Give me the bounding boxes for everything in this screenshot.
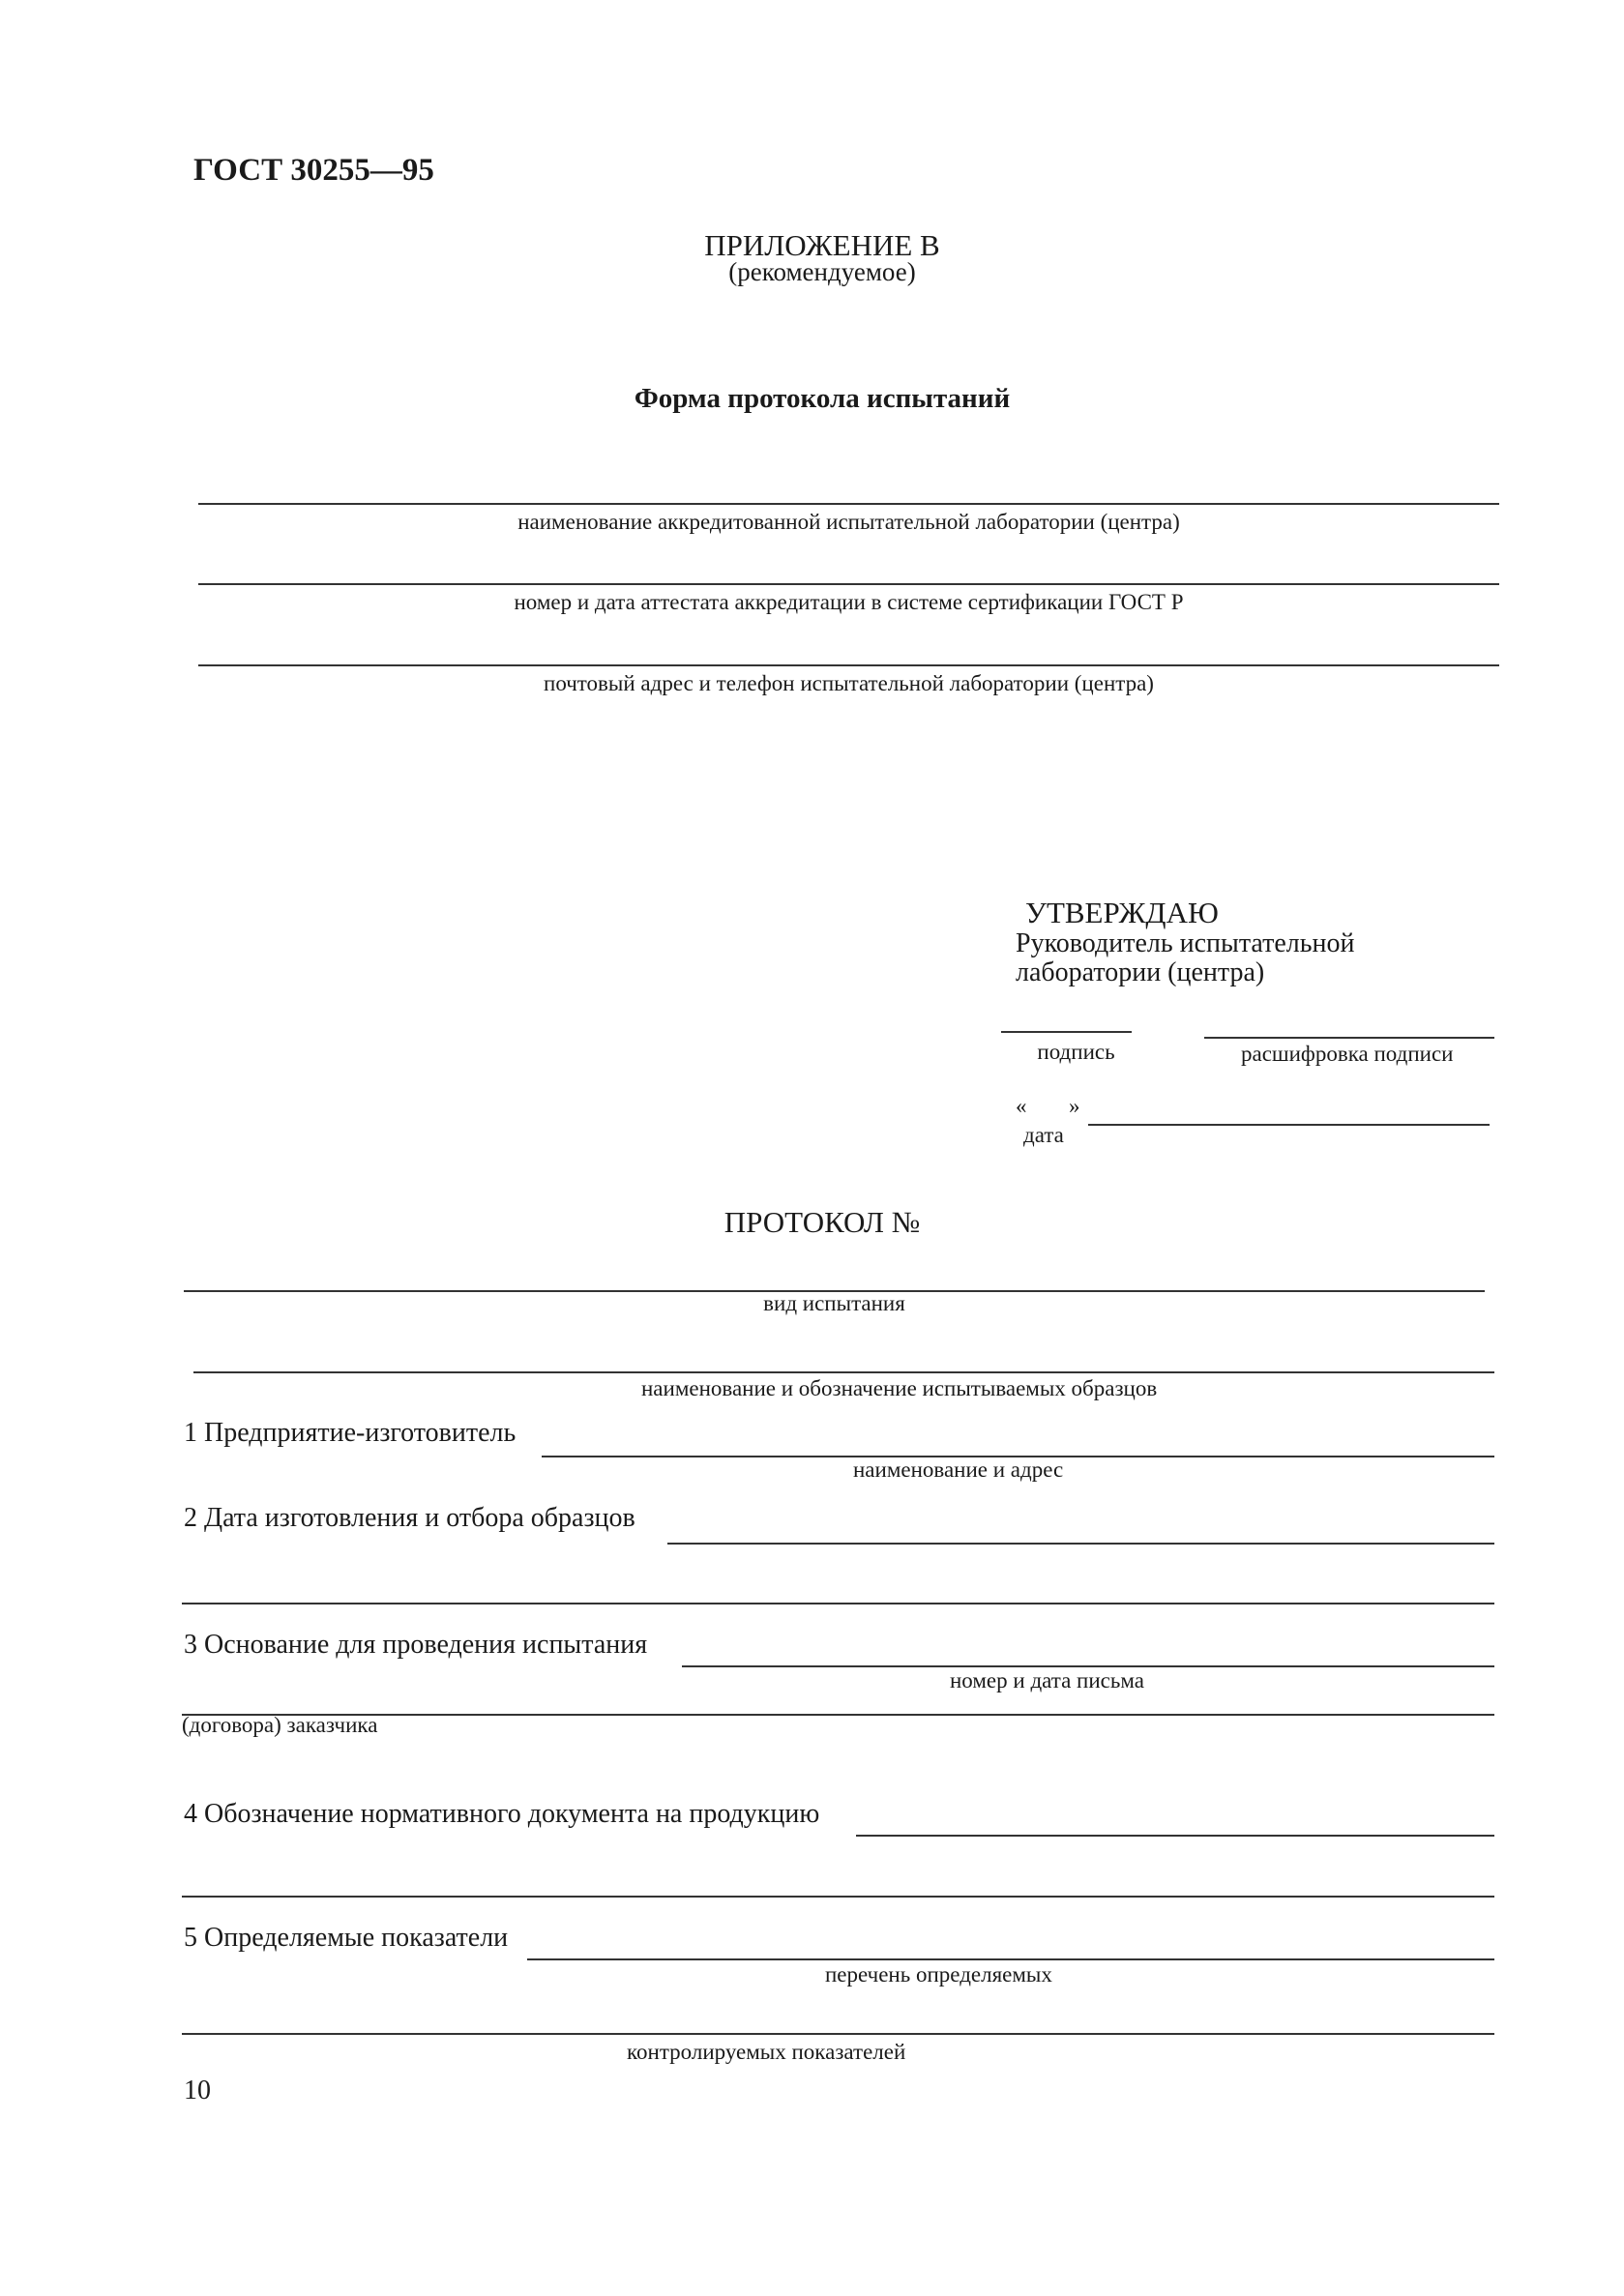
accreditation-caption: номер и дата аттестата аккредитации в системе сертификации ГОСТ Р	[514, 590, 1184, 614]
lab-name-line[interactable]	[198, 503, 1499, 505]
accreditation-line[interactable]	[198, 583, 1499, 585]
item-1-label: 1 Предприятие-изготовитель	[184, 1418, 517, 1448]
date-caption: дата	[1023, 1123, 1064, 1147]
item-2-line-continuation[interactable]	[182, 1603, 1494, 1604]
approve-heading: УТВЕРЖДАЮ	[1025, 896, 1219, 929]
item-3-caption-continuation: (договора) заказчика	[182, 1713, 378, 1737]
item-3-line[interactable]	[682, 1665, 1494, 1667]
item-5-line[interactable]	[527, 1958, 1494, 1960]
lab-name-caption: наименование аккредитованной испытательной лаборатории (центра)	[517, 510, 1180, 534]
standard-number: ГОСТ 30255—95	[193, 153, 434, 188]
item-5-line-continuation[interactable]	[182, 2033, 1494, 2035]
approver-role-line2: лаборатории (центра)	[1016, 957, 1265, 987]
signature-decode-caption: расшифровка подписи	[1241, 1042, 1454, 1066]
address-line[interactable]	[198, 664, 1499, 666]
test-type-caption: вид испытания	[763, 1291, 905, 1315]
appendix-subtitle: (рекомендуемое)	[728, 257, 916, 286]
samples-caption: наименование и обозначение испытываемых образцов	[641, 1376, 1158, 1400]
approval-date-line[interactable]	[1088, 1124, 1490, 1126]
protocol-title: ПРОТОКОЛ №	[723, 1205, 921, 1239]
address-caption: почтовый адрес и телефон испытательной лаборатории (центра)	[544, 671, 1154, 695]
item-5-caption-continuation: контролируемых показателей	[627, 2040, 906, 2064]
form-title: Форма протокола испытаний	[634, 383, 1011, 414]
signature-decode-line[interactable]	[1204, 1037, 1494, 1039]
signature-caption: подпись	[1037, 1040, 1115, 1064]
item-3-line-continuation[interactable]	[182, 1714, 1494, 1716]
item-3-caption: номер и дата письма	[950, 1668, 1144, 1693]
item-2-line[interactable]	[667, 1543, 1494, 1545]
item-3-label: 3 Основание для проведения испытания	[184, 1630, 648, 1660]
item-1-caption: наименование и адрес	[853, 1457, 1064, 1482]
approver-role-line1: Руководитель испытательной	[1016, 928, 1355, 958]
appendix-title: ПРИЛОЖЕНИЕ В	[704, 228, 940, 262]
item-4-line[interactable]	[856, 1835, 1494, 1837]
item-5-caption: перечень определяемых	[825, 1962, 1052, 1987]
signature-line[interactable]	[1001, 1031, 1132, 1033]
samples-line[interactable]	[193, 1371, 1494, 1373]
date-quote-close: »	[1069, 1094, 1080, 1118]
item-5-label: 5 Определяемые показатели	[184, 1923, 509, 1953]
page-number: 10	[184, 2075, 211, 2105]
item-2-label: 2 Дата изготовления и отбора образцов	[184, 1503, 635, 1533]
item-4-label: 4 Обозначение нормативного документа на продукцию	[184, 1799, 820, 1829]
date-quote-open: «	[1016, 1094, 1027, 1118]
item-4-line-continuation[interactable]	[182, 1896, 1494, 1898]
